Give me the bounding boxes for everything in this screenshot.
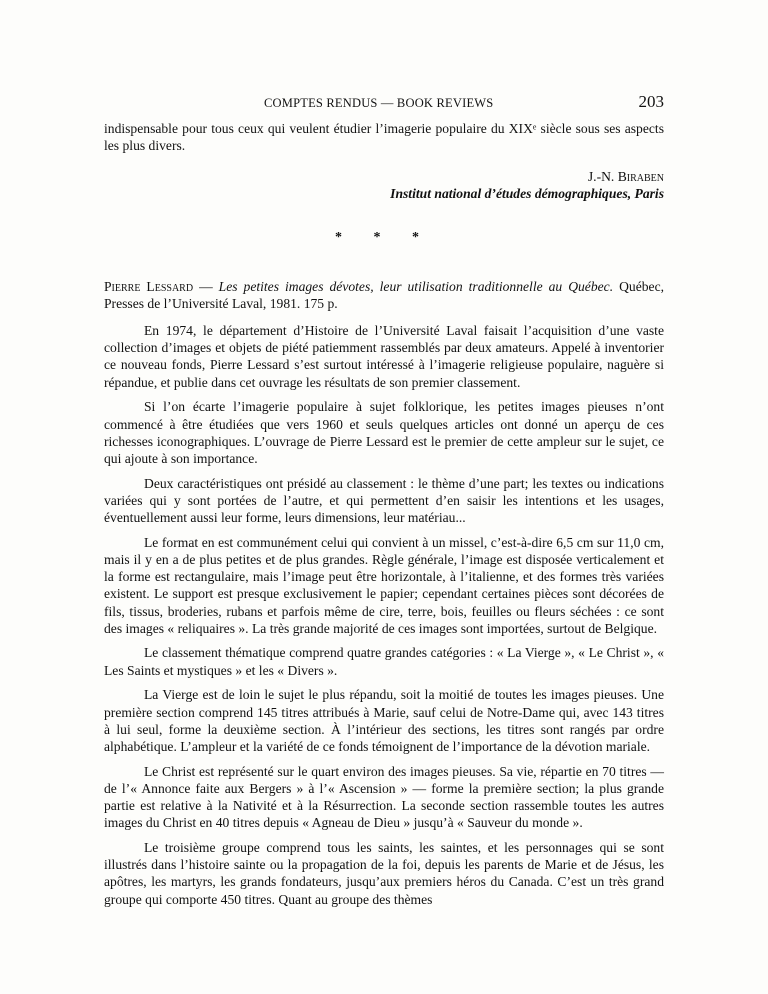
- reviewer-name: J.-N. Biraben: [587, 169, 664, 184]
- body-paragraph: Le classement thématique comprend quatre grandes catégories : « La Vierge », « Le Christ », « Les Saints et mystiques » et les « Divers ».: [104, 645, 664, 678]
- book-publication: Québec, Presses de l’Université Laval, 1981. 175 p.: [104, 279, 665, 312]
- citation-dash: —: [193, 279, 219, 294]
- body-paragraph: En 1974, le département d’Histoire de l’Université Laval faisait l’acquisition d’une vaste collection d’images et objets de piété patiemment rassemblés par deux amateurs. Appelé à inventorier ce nouveau fonds, Pierre Lessard s’est surtout intéressé à l’imagerie religieuse populaire, naguère si répandue, et publie dans cet ouvrage les résultats de son premier classement.: [104, 323, 664, 390]
- book-title: Les petites images dévotes, leur utilisation traditionnelle au Québec.: [218, 279, 614, 294]
- book-citation: [104, 278, 664, 312]
- body-paragraph: Le format en est communément celui qui convient à un missel, c’est-à-dire 6,5 cm sur 11,0 cm, mais il y en a de plus petites et de plus grandes. Règle générale, l’image est disposée verticalement et la forme est rectangulaire, mais l’image peut être horizontale, à l’italienne, et des formes très variées existent. Le support est presque exclusivement le papier; cependant certaines pièces sont décorées de fils, tissus, broderies, rubans et parfois même de cire, terre, bois, feuilles ou fleurs séchées : ce sont des images « reliquaires ». La très grande majorité de ces images sont importées, surtout de Belgique.: [104, 534, 664, 636]
- page-number: 203: [638, 92, 664, 111]
- running-title: COMPTES RENDUS — BOOK REVIEWS: [264, 96, 494, 110]
- continued-paragraph: indispensable pour tous ceux qui veulent étudier l’imagerie populaire du XIXᵉ siècle sous ses aspects les plus divers.: [104, 121, 664, 154]
- body-paragraph: Deux caractéristiques ont présidé au classement : le thème d’une part; les textes ou indications variées qui y sont portées de l’autre, et qui permettent d’en saisir les intentions et les usages, éventuellement aussi leur forme, leurs dimensions, leur matériau...: [104, 475, 664, 526]
- body-paragraph: Si l’on écarte l’imagerie populaire à sujet folklorique, les petites images pieuses n’ont commencé à être étudiées que vers 1960 et seuls quelques articles ont donné un aperçu de ces richesses iconographiques. L’ouvrage de Pierre Lessard est le premier de cette ampleur sur le sujet, ce qui ajoute à son importance.: [104, 399, 664, 466]
- running-header: [104, 92, 664, 114]
- section-separator: * * *: [335, 230, 433, 245]
- body-paragraph: Le Christ est représenté sur le quart environ des images pieuses. Sa vie, répartie en 70 titres — de l’« Annonce faite aux Bergers » à l’« Ascension » — forme la première section; la plus grande partie est relative à la Nativité et à la Résurrection. La seconde section rassemble toutes les autres images du Christ en 40 titres depuis « Agneau de Dieu » jusqu’à « Sauveur du monde ».: [104, 763, 664, 831]
- review-body: [104, 322, 664, 915]
- body-paragraph: La Vierge est de loin le sujet le plus répandu, soit la moitié de toutes les images pieuses. Une première section comprend 145 titres attribués à Marie, sauf celui de Notre-Dame qui, avec 143 titres à lui seul, forme la deuxième section. À l’intérieur des sections, les titres sont rangés par ordre alphabétique. L’ampleur et la variété de ce fonds témoignent de l’importance de la dévotion mariale.: [104, 687, 664, 754]
- reviewer-affiliation: Institut national d’études démographiques, Paris: [390, 186, 664, 201]
- body-paragraph: Le troisième groupe comprend tous les saints, les saintes, et les personnages qui se sont illustrés dans l’histoire sainte ou la propagation de la foi, depuis les parents de Marie et de Jésus, les apôtres, les martyrs, les grands fondateurs, jusqu’aux premiers héros du Canada. C’est un très grand groupe qui comporte 450 titres. Quant au groupe des thèmes: [104, 839, 664, 907]
- book-author: Pierre Lessard: [104, 279, 194, 294]
